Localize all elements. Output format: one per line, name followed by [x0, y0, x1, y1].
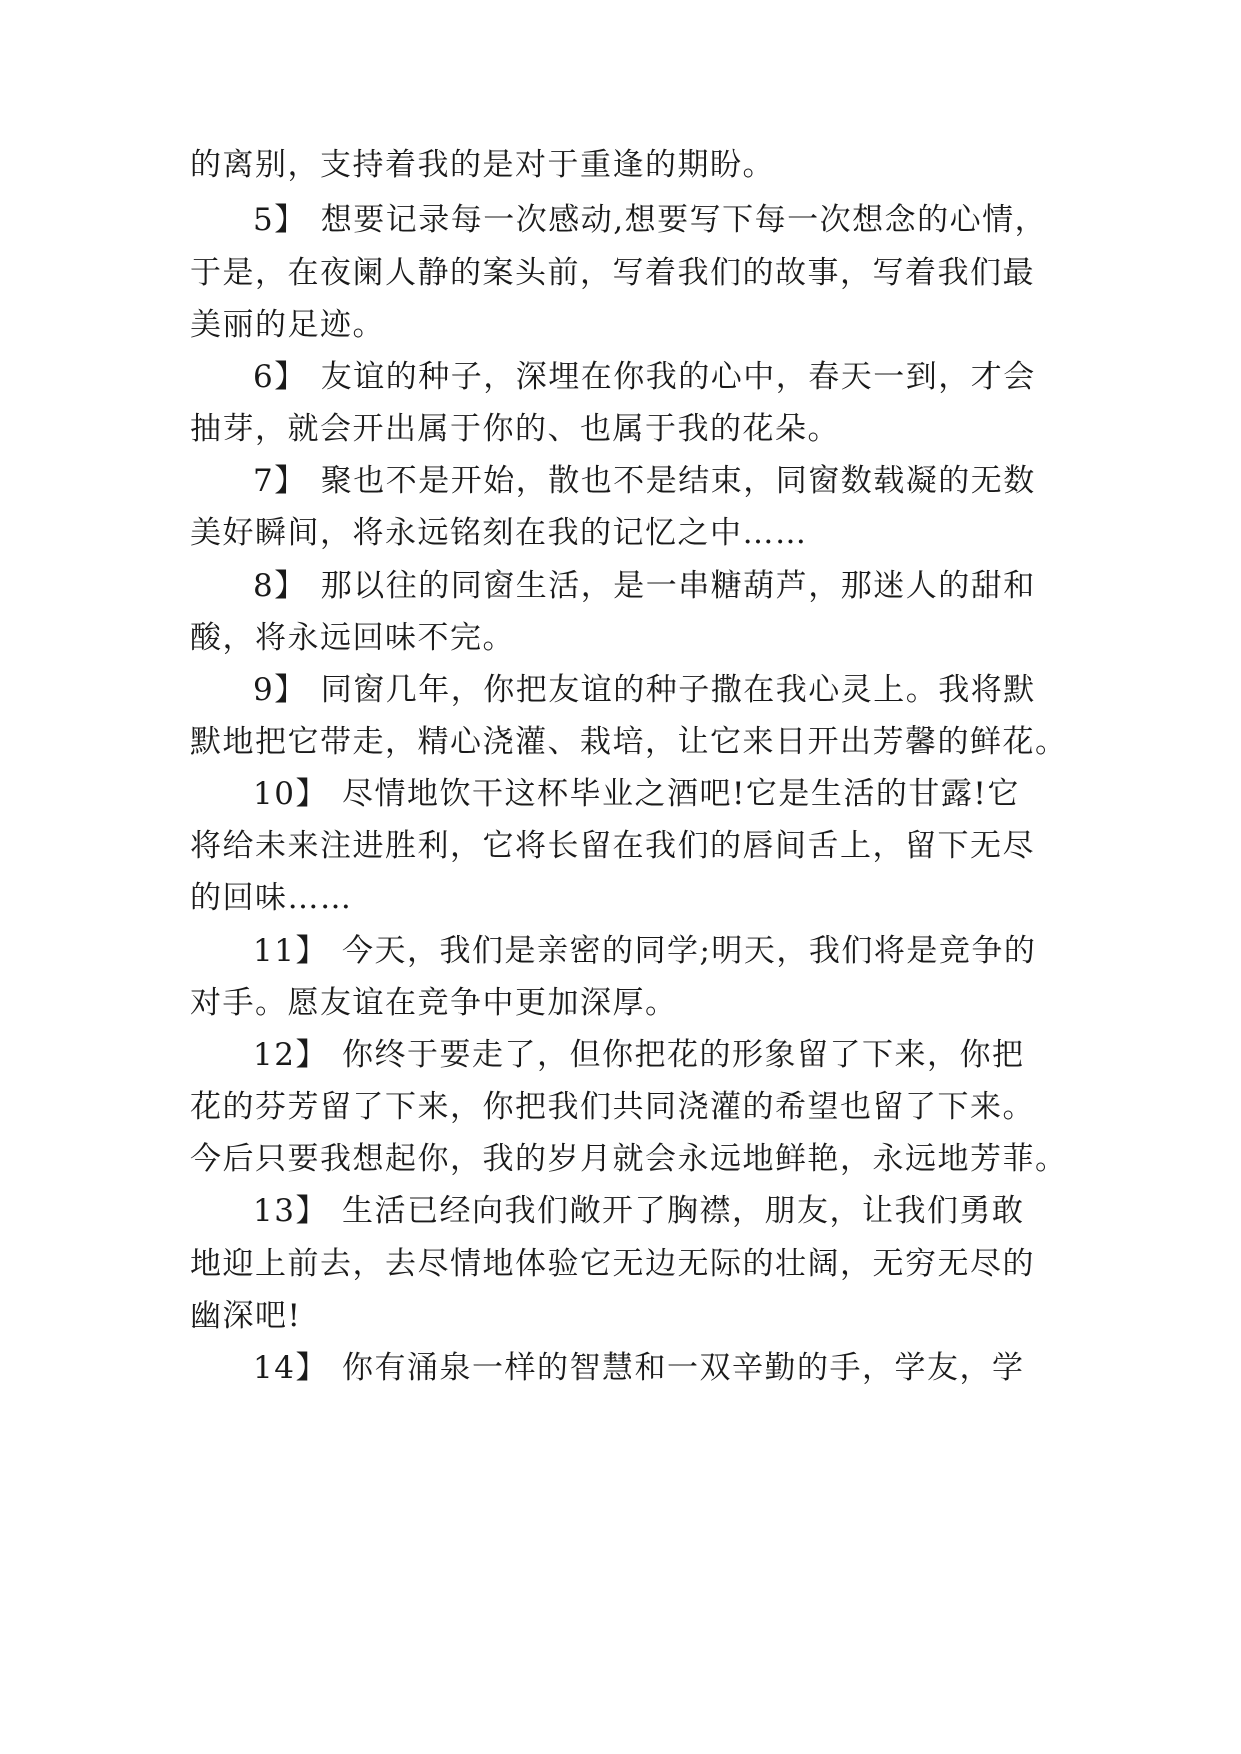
item-text: 今天，我们是亲密的同学;明天，我们将是竞争的 — [341, 933, 1037, 969]
item-number: 12】 — [253, 1037, 328, 1073]
item-number: 6】 — [253, 359, 307, 395]
list-item-10 — [253, 774, 1020, 814]
item-number: 10】 — [253, 776, 328, 812]
text-line: 美丽的足迹。 — [190, 307, 385, 343]
text-line: 幽深吧! — [190, 1298, 302, 1334]
item-number: 13】 — [253, 1193, 328, 1229]
text-line: 今后只要我想起你，我的岁月就会永远地鲜艳，永远地芳菲。 — [190, 1141, 1068, 1177]
item-text: 尽情地饮干这杯毕业之酒吧!它是生活的甘露!它 — [341, 776, 1020, 812]
list-item-5 — [253, 200, 1047, 240]
text-line: 默地把它带走，精心浇灌、栽培，让它来日开出芳馨的鲜花。 — [190, 724, 1068, 760]
item-text: 想要记录每一次感动,想要写下每一次想念的心情， — [320, 202, 1048, 238]
list-item-13 — [253, 1191, 1024, 1231]
list-item-8 — [253, 566, 1036, 606]
item-text: 你终于要走了，但你把花的形象留了下来，你把 — [341, 1037, 1025, 1073]
text-line: 地迎上前去，去尽情地体验它无边无际的壮阔，无穷无尽的 — [190, 1246, 1035, 1282]
item-number: 5】 — [253, 202, 307, 238]
text-line: 美好瞬间，将永远铭刻在我的记忆之中…… — [190, 515, 808, 551]
text-line: 花的芬芳留了下来，你把我们共同浇灌的希望也留了下来。 — [190, 1089, 1035, 1125]
list-item-11 — [253, 931, 1036, 971]
text-line: 于是，在夜阑人静的案头前，写着我们的故事，写着我们最 — [190, 255, 1035, 291]
item-text: 聚也不是开始，散也不是结束，同窗数载凝的无数 — [320, 463, 1036, 499]
list-item-9 — [253, 670, 1036, 710]
text-line: 酸，将永远回味不完。 — [190, 620, 515, 656]
list-item-6 — [253, 357, 1036, 397]
item-number: 8】 — [253, 568, 307, 604]
text-line: 的回味…… — [190, 880, 353, 916]
item-number: 9】 — [253, 672, 307, 708]
item-text: 你有涌泉一样的智慧和一双辛勤的手，学友，学 — [341, 1350, 1025, 1386]
text-line: 将给未来注进胜利，它将长留在我们的唇间舌上，留下无尽 — [190, 828, 1035, 864]
text-line: 的离别，支持着我的是对于重逢的期盼。 — [190, 147, 775, 183]
text-line: 抽芽，就会开出属于你的、也属于我的花朵。 — [190, 411, 840, 447]
text-line: 对手。愿友谊在竞争中更加深厚。 — [190, 985, 678, 1021]
item-number: 7】 — [253, 463, 307, 499]
item-text: 那以往的同窗生活，是一串糖葫芦，那迷人的甜和 — [320, 568, 1036, 604]
list-item-7 — [253, 461, 1036, 501]
item-number: 11】 — [253, 933, 328, 969]
item-text: 生活已经向我们敞开了胸襟，朋友，让我们勇敢 — [341, 1193, 1025, 1229]
list-item-12 — [253, 1035, 1024, 1075]
list-item-14 — [253, 1348, 1024, 1388]
item-text: 友谊的种子，深埋在你我的心中，春天一到，才会 — [320, 359, 1036, 395]
item-text: 同窗几年，你把友谊的种子撒在我心灵上。我将默 — [320, 672, 1036, 708]
item-number: 14】 — [253, 1350, 328, 1386]
